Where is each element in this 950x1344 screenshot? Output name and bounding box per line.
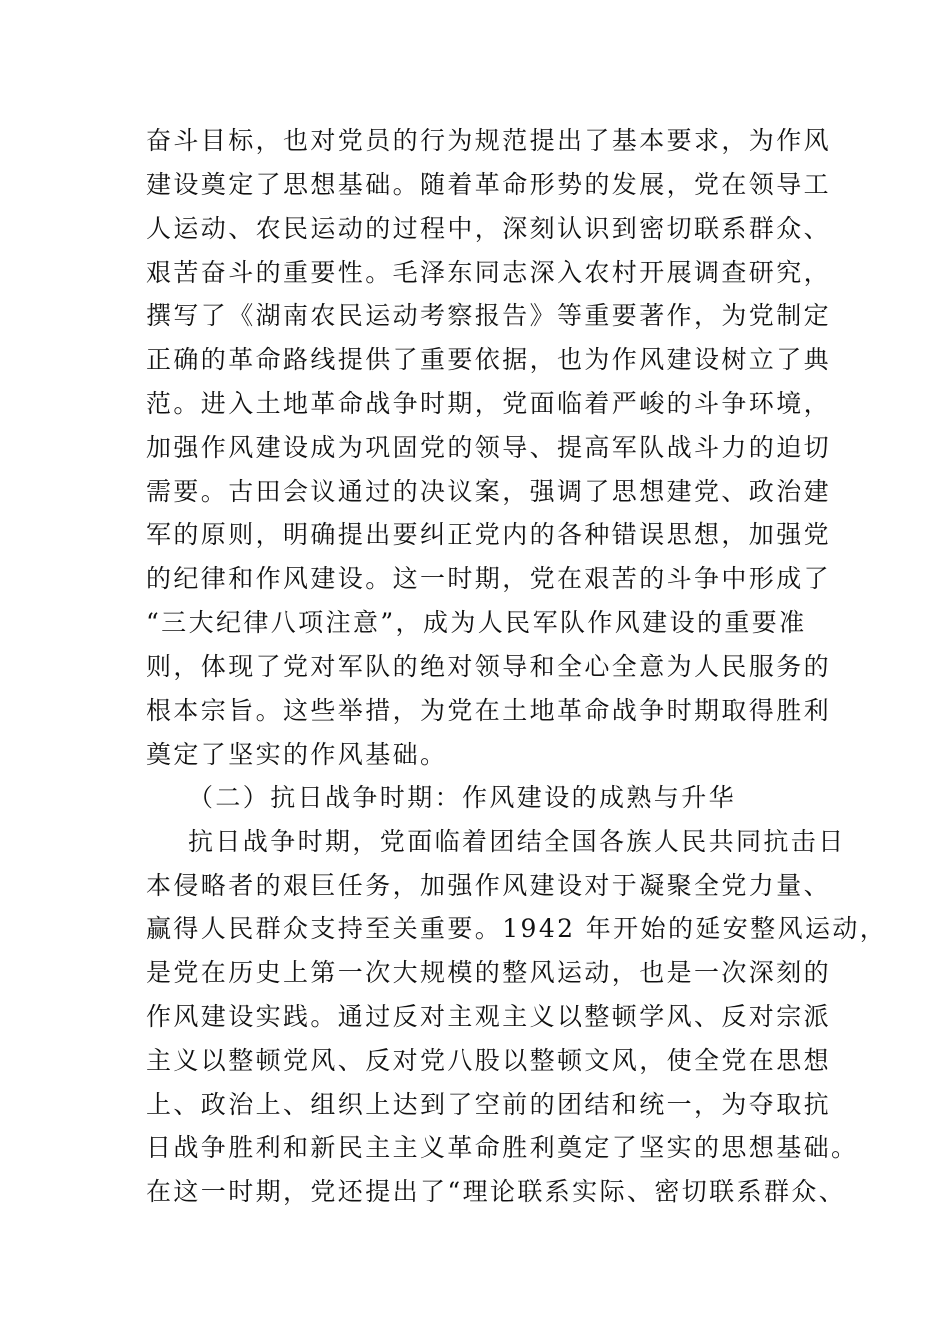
text-line: 撰写了《湖南农民运动考察报告》等重要著作，为党制定 (146, 301, 832, 330)
section-heading: （二）抗日战争时期：作风建设的成熟与升华 (188, 783, 737, 812)
text-line: 人运动、农民运动的过程中，深刻认识到密切联系群众、 (146, 214, 832, 243)
text-line: 本侵略者的艰巨任务，加强作风建设对于凝聚全党力量、 (146, 871, 832, 900)
text-line: 是党在历史上第一次大规模的整风运动，也是一次深刻的 (146, 958, 832, 987)
text-line: 上、政治上、组织上达到了空前的团结和统一，为夺取抗 (146, 1090, 832, 1119)
text-line: 赢得人民群众支持至关重要。1942 年开始的延安整风运动， (146, 914, 888, 943)
text-line: 抗日战争时期，党面临着团结全国各族人民共同抗击日 (188, 827, 846, 856)
text-line: 则，体现了党对军队的绝对领导和全心全意为人民服务的 (146, 652, 832, 681)
text-line: 根本宗旨。这些举措，为党在土地革命战争时期取得胜利 (146, 696, 832, 725)
text-line: 的纪律和作风建设。这一时期，党在艰苦的斗争中形成了 (146, 564, 832, 593)
text-line: 需要。古田会议通过的决议案，强调了思想建党、政治建 (146, 477, 832, 506)
text-line: 艰苦奋斗的重要性。毛泽东同志深入农村开展调查研究， (146, 258, 832, 287)
text-line: 范。进入土地革命战争时期，党面临着严峻的斗争环境， (146, 389, 832, 418)
text-line: 在这一时期，党还提出了“理论联系实际、密切联系群众、 (146, 1177, 847, 1206)
text-line: 主义以整顿党风、反对党八股以整顿文风，使全党在思想 (146, 1046, 832, 1075)
text-line: 奠定了坚实的作风基础。 (146, 740, 448, 769)
text-line: 正确的革命路线提供了重要依据，也为作风建设树立了典 (146, 345, 832, 374)
text-line: 加强作风建设成为巩固党的领导、提高军队战斗力的迫切 (146, 433, 832, 462)
text-line: 军的原则，明确提出要纠正党内的各种错误思想，加强党 (146, 520, 832, 549)
text-line: 建设奠定了思想基础。随着革命形势的发展，党在领导工 (146, 170, 832, 199)
text-line: 日战争胜利和新民主主义革命胜利奠定了坚实的思想基础。 (146, 1133, 859, 1162)
text-line: 奋斗目标，也对党员的行为规范提出了基本要求，为作风 (146, 126, 832, 155)
text-line: “三大纪律八项注意”，成为人民军队作风建设的重要准 (146, 608, 807, 637)
text-line: 作风建设实践。通过反对主观主义以整顿学风、反对宗派 (146, 1002, 832, 1031)
